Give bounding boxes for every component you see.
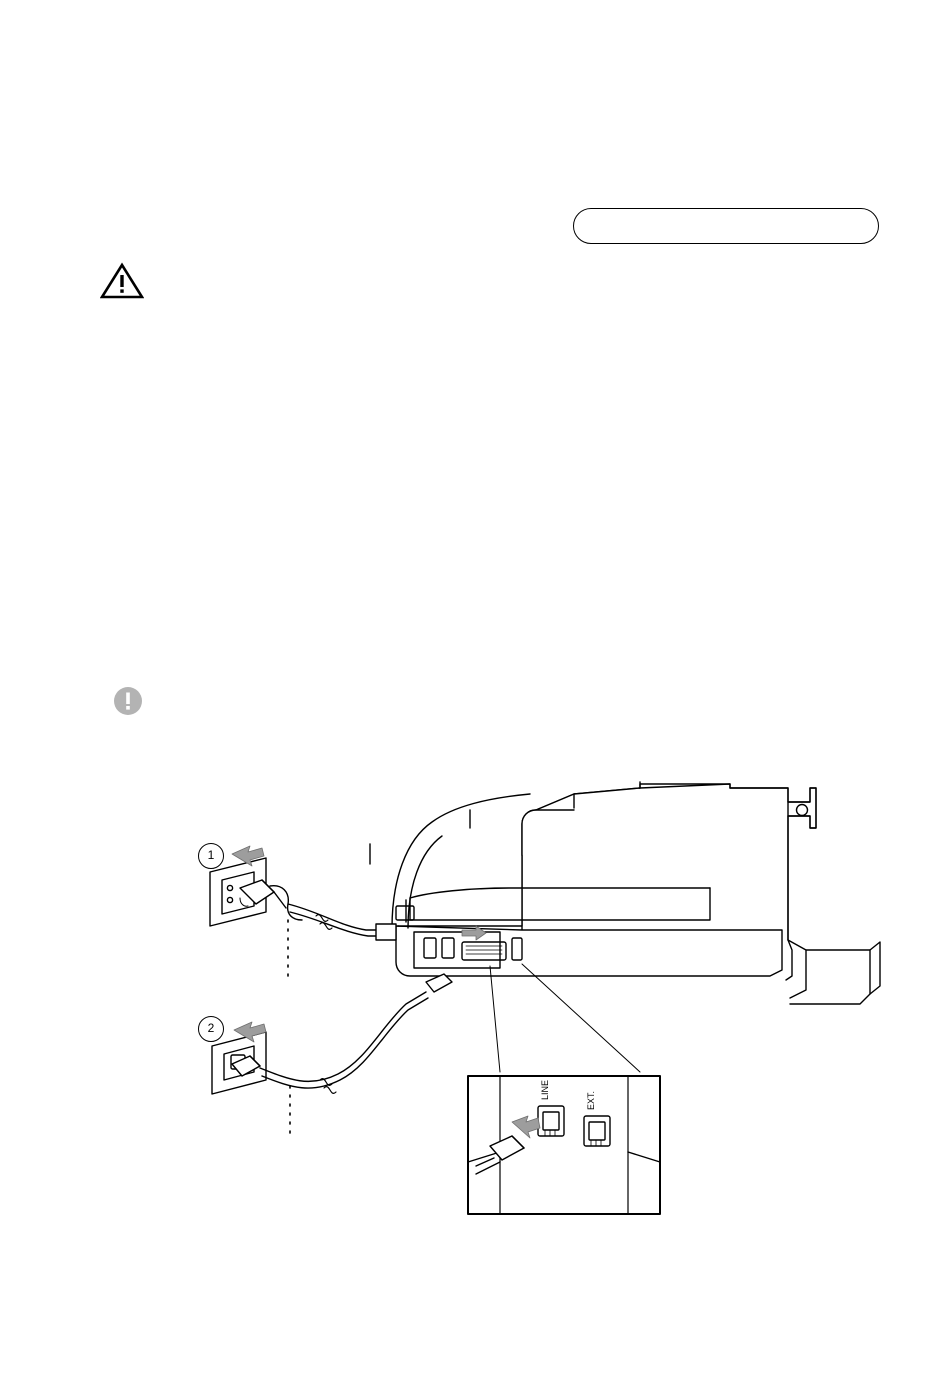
inset-label-ext: EXT. [586, 1090, 596, 1110]
figure-step-badge-2: 2 [198, 1016, 224, 1042]
rear-connection-diagram [170, 780, 910, 1240]
inset-label-line: LINE [540, 1079, 550, 1100]
figure-step-badge-1: 1 [198, 843, 224, 869]
warning-triangle-icon [100, 262, 144, 300]
header-callout-box [573, 208, 879, 244]
exclamation-circle-icon [113, 686, 143, 716]
